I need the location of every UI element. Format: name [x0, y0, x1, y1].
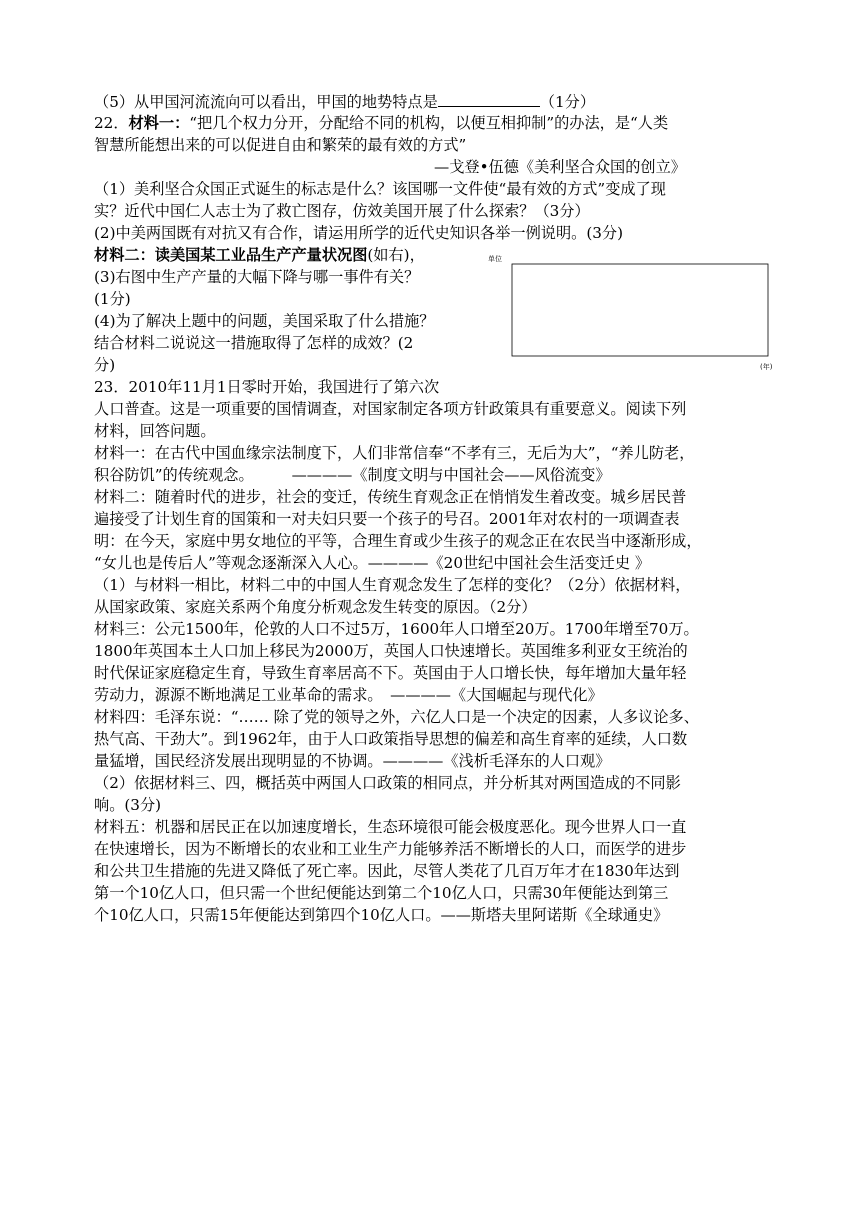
- production-bar-chart: [484, 252, 780, 372]
- q22-material2-rest: (如右)，: [367, 246, 425, 264]
- q23-intro-3: 材料，回答问题。: [94, 422, 216, 440]
- q23-material4-1: 材料四：毛泽东说：“…… 除了党的领导之外，六亿人口是一个决定的因素，人多议论多、: [94, 708, 699, 726]
- q22-question3-cont: (1分): [94, 290, 131, 308]
- q22-material1-label: 材料一：: [128, 114, 190, 132]
- q23-material5-5: 个10亿人口，只需15年便能达到第四个10亿人口。——斯塔夫里阿诺斯《全球通史》: [94, 906, 669, 924]
- q23-material2-4: “女儿也是传后人”等观念逐渐深入人心。————《20世纪中国社会生活变迁史 》: [94, 554, 651, 572]
- q23-material2-3: 明：在今天，家庭中男女地位的平等，合理生育或少生孩子的观念正在农民当中逐渐形成，: [94, 532, 702, 550]
- q23-question2-1: （2）依据材料三、四，概括英中两国人口政策的相同点，并分析其对两国造成的不同影: [94, 774, 681, 792]
- q23-intro-1-text: 23．2010年11月1日零时开始，我国进行了第六次: [94, 378, 440, 396]
- q23-material4-3: 量猛增，国民经济发展出现明显的不协调。————《浅析毛泽东的人口观》: [94, 752, 611, 770]
- chart-y-axis-label: 单位: [488, 255, 502, 263]
- q23-material3-3: 时代保证家庭稳定生育，导致生育率居高不下。英国由于人口增长快，每年增加大量年轻: [94, 664, 687, 682]
- q22-question4-cont2: 分): [94, 356, 116, 374]
- q23-intro-2: 人口普查。这是一项重要的国情调查，对国家制定各项方针政策具有重要意义。阅读下列: [94, 400, 687, 418]
- q22-question2: (2)中美两国既有对抗又有合作，请运用所学的近代史知识各举一例说明。(3分): [94, 224, 624, 242]
- q22-source: —戈登•伍德《美利坚合众国的创立》: [434, 158, 686, 176]
- q22-material2-label: 材料二：读美国某工业品生产产量状况图: [94, 246, 368, 264]
- q22-question1: （1）美利坚合众国正式诞生的标志是什么？该国哪一文件使“最有效的方式”变成了现: [94, 180, 666, 198]
- q23-material1-2: 积谷防饥”的传统观念。 ————《制度文明与中国社会——风俗流变》: [94, 466, 611, 484]
- q23-material5-2: 在快速增长，因为不断增长的农业和工业生产力能够养活不断增长的人口，而医学的进步: [94, 840, 687, 858]
- q22-material1-text: “把几个权力分开，分配给不同的机构，以便互相抑制”的办法，是“人类: [189, 114, 669, 132]
- chart-x-axis-label: (年): [760, 363, 773, 371]
- q23-material3-1: 材料三：公元1500年，伦敦的人口不过5万，1600年人口增至20万。1700年增至70万。: [94, 620, 699, 638]
- q23-material4-2: 热气高、干劲大”。到1962年，由于人口政策指导思想的偏差和高生育率的延续，人口数: [94, 730, 688, 748]
- q22-material1-cont: 智慧所能想出来的可以促进自由和繁荣的最有效的方式”: [94, 136, 467, 154]
- chart-plot-area: [512, 264, 768, 356]
- q21-part5-text: （5）从甲国河流流向可以看出，甲国的地势特点是: [94, 93, 438, 111]
- q22-material1: [94, 112, 774, 134]
- q23-question1-1: （1）与材料一相比，材料二中的中国人生育观念发生了怎样的变化？（2分）依据材料，: [94, 576, 691, 594]
- q23-material3-4: 劳动力，源源不断地满足工业革命的需求。 ————《大国崛起与现代化》: [94, 686, 603, 704]
- q23-material1-1: 材料一：在古代中国血缘宗法制度下，人们非常信奉“不孝有三，无后为大”，“养儿防老，: [94, 444, 695, 462]
- q21-part5: [94, 91, 774, 113]
- q22-question4: (4)为了解决上题中的问题，美国采取了什么措施？: [94, 312, 435, 330]
- q23-material2-2: 遍接受了计划生育的国策和一对夫妇只要一个孩子的号召。2001年对农村的一项调查表: [94, 510, 680, 528]
- answer-blank[interactable]: [438, 92, 540, 107]
- q22-question1-cont: 实？近代中国仁人志士为了救亡图存，仿效美国开展了什么探索？（3分）: [94, 202, 590, 220]
- q23-material3-2: 1800年英国本土人口加上移民为2000万，英国人口快速增长。英国维多利亚女王统治的: [94, 642, 688, 660]
- q22-number: 22．: [94, 114, 129, 132]
- q23-question1-2: 从国家政策、家庭关系两个角度分析观念发生转变的原因。（2分）: [94, 598, 537, 616]
- q22-question3: (3)右图中生产产量的大幅下降与哪一事件有关？: [94, 268, 420, 286]
- q23-question2-2: 响。(3分): [94, 796, 162, 814]
- q21-part5-score: （1分）: [539, 93, 596, 111]
- q22-question4-cont: 结合材料二说说这一措施取得了怎样的成效？(2: [94, 334, 414, 352]
- q23-material5-3: 和公共卫生措施的先进又降低了死亡率。因此，尽管人类花了几百万年才在1830年达到: [94, 862, 680, 880]
- q23-material5-1: 材料五：机器和居民正在以加速度增长，生态环境很可能会极度恶化。现今世界人口一直: [94, 818, 687, 836]
- q23-material5-4: 第一个10亿人口，但只需一个世纪便能达到第二个10亿人口，只需30年便能达到第三: [94, 884, 669, 902]
- q23-material2-1: 材料二：随着时代的进步，社会的变迁，传统生育观念正在悄悄发生着改变。城乡居民普: [94, 488, 687, 506]
